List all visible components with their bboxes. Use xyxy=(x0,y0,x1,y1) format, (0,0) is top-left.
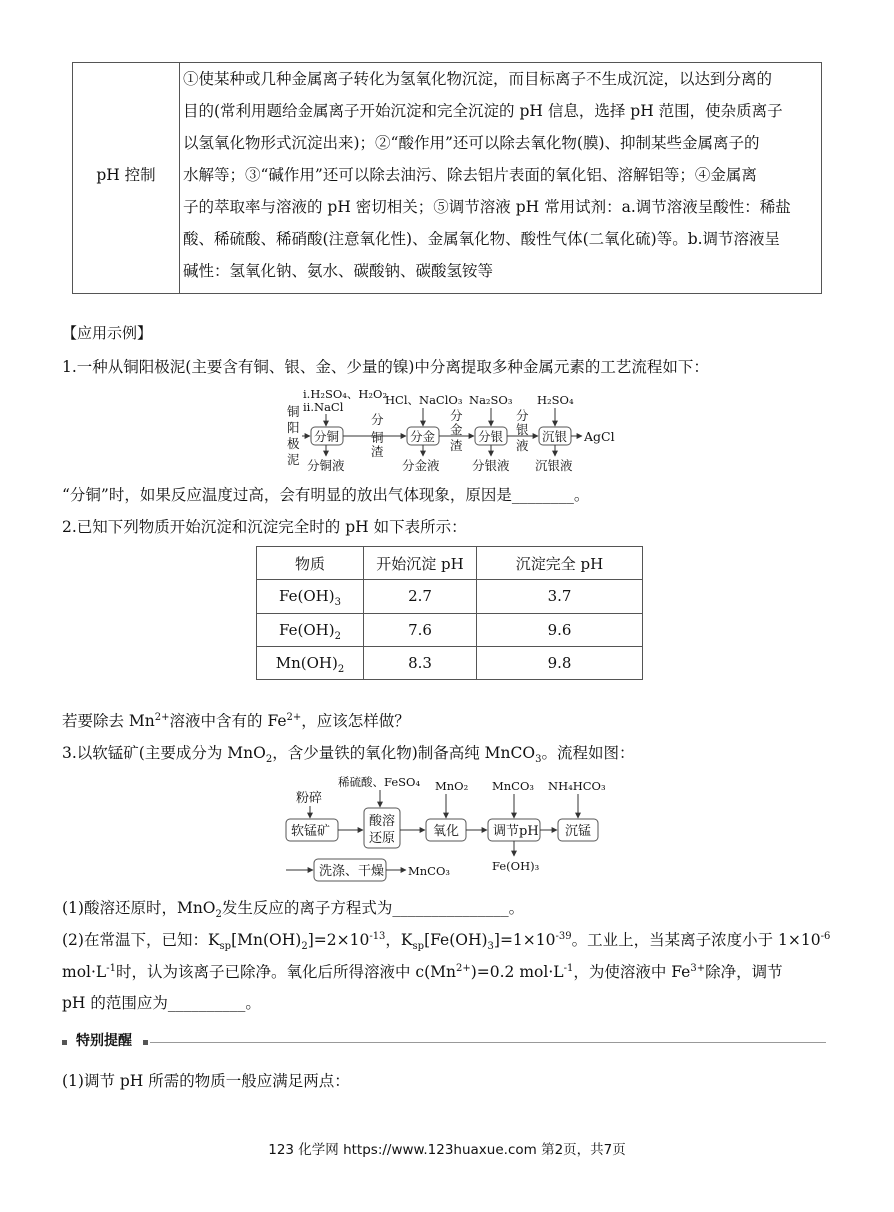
cell-end: 3.7 xyxy=(477,580,643,613)
ph-label: pH 控制 xyxy=(96,166,156,184)
q3-pre: 粉碎 xyxy=(296,791,323,806)
q3-part1: (1)酸溶还原时，MnO$_2$发生反应的离子方程式为_______________。 xyxy=(62,899,525,921)
ph-line-2: 目的(常利用题给金属离子开始沉淀和完全沉淀的 pH 信息，选择 pH 范围，使杂质离子 xyxy=(183,102,783,120)
q3-box3: 氧化 xyxy=(433,824,460,839)
q3-reagent1: 稀硫酸、FeSO₄ xyxy=(338,775,421,789)
q2-stem: 2.已知下列物质开始沉淀和沉淀完全时的 pH 如下表所示： xyxy=(62,518,467,536)
table-row xyxy=(257,613,643,646)
tip-line-1: (1)调节 pH 所需的物质一般应满足两点： xyxy=(62,1072,350,1090)
q3-box2a: 酸溶 xyxy=(369,814,396,829)
q1-box4: 沉银 xyxy=(542,429,568,444)
q1-flow-diagram xyxy=(280,386,620,478)
q1-reagent4: H₂SO₄ xyxy=(537,393,574,407)
q1-mid1-1: 铜 xyxy=(371,430,384,445)
q1-stem: 1.一种从铜阳极泥(主要含有铜、银、金、少量的镍)中分离提取多种金属元素的工艺流程如下： xyxy=(62,358,709,376)
table-header-row xyxy=(257,547,643,580)
ph-line-3: 以氢氧化物形式沉淀出来)；②“酸作用”还可以除去氧化物(膜)、抑制某些金属离子的 xyxy=(183,134,760,152)
q1-start-3: 泥 xyxy=(287,452,300,467)
ph-data-table xyxy=(256,546,643,680)
q3-box1: 软锰矿 xyxy=(291,824,331,839)
ph-line-4: 水解等；③“碱作用”还可以除去油污、除去铝片表面的氧化铝、溶解铝等；④金属离 xyxy=(183,166,757,184)
q1-mid2-1: 金 xyxy=(450,422,463,437)
q1-start-0: 铜 xyxy=(287,404,300,419)
q1-reagent2: HCl、NaClO₃ xyxy=(385,393,463,407)
q3-part2-line1: (2)在常温下，已知：$K_{sp}[Mn(OH)_2]=2\times 10^{-13}$，$K_{sp}[Fe(OH)_3]=1\times 10^{-39}$。工业上，当某离子浓度小于 $1\times 10^{-6}$ xyxy=(62,930,831,953)
q3-box2b: 还原 xyxy=(369,831,396,846)
q3-box6: 洗涤、干燥 xyxy=(319,864,385,879)
q3-part2-line3: pH 的范围应为__________。 xyxy=(62,994,261,1012)
q1-mid1-2: 渣 xyxy=(371,444,384,459)
cell-start: 8.3 xyxy=(364,646,477,679)
q1-out2: 分金液 xyxy=(402,458,440,473)
tip-bullet-icon xyxy=(62,1040,67,1045)
ph-line-1: ①使某种或几种金属离子转化为氢氧化物沉淀，而目标离子不生成沉淀，以达到分离的 xyxy=(183,70,773,88)
page-footer: 123 化学网 https://www.123huaxue.com 第2页，共7页 xyxy=(268,1142,626,1158)
q1-reagent3: Na₂SO₃ xyxy=(469,393,513,407)
q1-question: “分铜”时，如果反应温度过高，会有明显的放出气体现象，原因是________。 xyxy=(62,486,590,504)
q3-product: MnCO₃ xyxy=(408,864,451,878)
cell-substance: $Mn(OH)_2$ xyxy=(257,646,364,679)
q1-mid3-1: 银 xyxy=(516,422,529,437)
q3-part2-line2: $mol\cdot L^{-1}$时，认为该离子已除净。氧化后所得溶液中 $c(Mn^{2+})=0.2$ $mol\cdot L^{-1}$，为使溶液中 $Fe^{3+}$除净，调节 xyxy=(62,962,783,981)
q1-mid2-2: 渣 xyxy=(450,438,463,453)
q1-box2: 分金 xyxy=(410,429,436,444)
q1-box3: 分银 xyxy=(478,429,504,444)
cell-end: 9.8 xyxy=(477,646,643,679)
q1-mid1-0: 分 xyxy=(371,412,384,427)
tip-title: 特别提醒 xyxy=(76,1033,132,1049)
cell-substance: $Fe(OH)_3$ xyxy=(257,580,364,613)
table-row xyxy=(257,646,643,679)
cell-start: 2.7 xyxy=(364,580,477,613)
q1-mid3-0: 分 xyxy=(516,408,529,423)
q2-question: 若要除去 $Mn^{2+}$溶液中含有的 $Fe^{2+}$，应该怎样做？ xyxy=(62,711,410,730)
cell-end: 9.6 xyxy=(477,613,643,646)
q1-out4: 沉银液 xyxy=(535,458,573,473)
q1-product: AgCl xyxy=(584,429,615,444)
tip-bullet-icon-right xyxy=(143,1040,148,1045)
table-row xyxy=(257,580,643,613)
q3-reagent3: MnCO₃ xyxy=(492,779,535,793)
ph-line-7: 碱性：氢氧化钠、氨水、碳酸钠、碳酸氢铵等 xyxy=(183,262,494,280)
q3-reagent2: MnO₂ xyxy=(435,779,469,793)
q1-start-1: 阳 xyxy=(287,420,300,435)
header-start-ph: 开始沉淀 pH xyxy=(364,547,477,580)
cell-substance: $Fe(OH)_2$ xyxy=(257,613,364,646)
q3-box4: 调节pH xyxy=(493,824,539,839)
q3-stem: 3.以软锰矿(主要成分为 MnO$_2$，含少量铁的氧化物)制备高纯 MnCO$_3$。流程如图： xyxy=(62,744,635,766)
ph-line-5: 子的萃取率与溶液的 pH 密切相关；⑤调节溶液 pH 常用试剂：a.调节溶液呈酸性：稀盐 xyxy=(183,198,791,216)
ph-line-6: 酸、稀硫酸、稀硝酸(注意氧化性)、金属氧化物、酸性气体(二氧化硫)等。b.调节溶液呈 xyxy=(183,230,781,248)
header-substance: 物质 xyxy=(257,547,364,580)
header-end-ph: 沉淀完全 pH xyxy=(477,547,643,580)
q1-out3: 分银液 xyxy=(472,458,510,473)
q1-reagent1b: ii.NaCl xyxy=(303,400,344,414)
q3-reagent4: NH₄HCO₃ xyxy=(548,779,606,793)
q3-flow-diagram-row2 xyxy=(280,856,500,886)
q3-box5: 沉锰 xyxy=(565,824,592,839)
q1-mid3-2: 液 xyxy=(516,438,529,453)
q1-reagent1a: i.H₂SO₄、H₂O₂ xyxy=(303,387,388,401)
cell-start: 7.6 xyxy=(364,613,477,646)
ph-control-table xyxy=(72,62,822,294)
q1-out1: 分铜液 xyxy=(307,458,345,473)
q3-byproduct: Fe(OH)₃ xyxy=(492,859,540,873)
q1-start-2: 极 xyxy=(287,436,300,451)
q1-mid2-0: 分 xyxy=(450,408,463,423)
q1-box1: 分铜 xyxy=(314,429,340,444)
section-title: 【应用示例】 xyxy=(62,324,153,342)
ph-label-cell xyxy=(73,63,180,293)
tip-divider xyxy=(150,1042,826,1043)
